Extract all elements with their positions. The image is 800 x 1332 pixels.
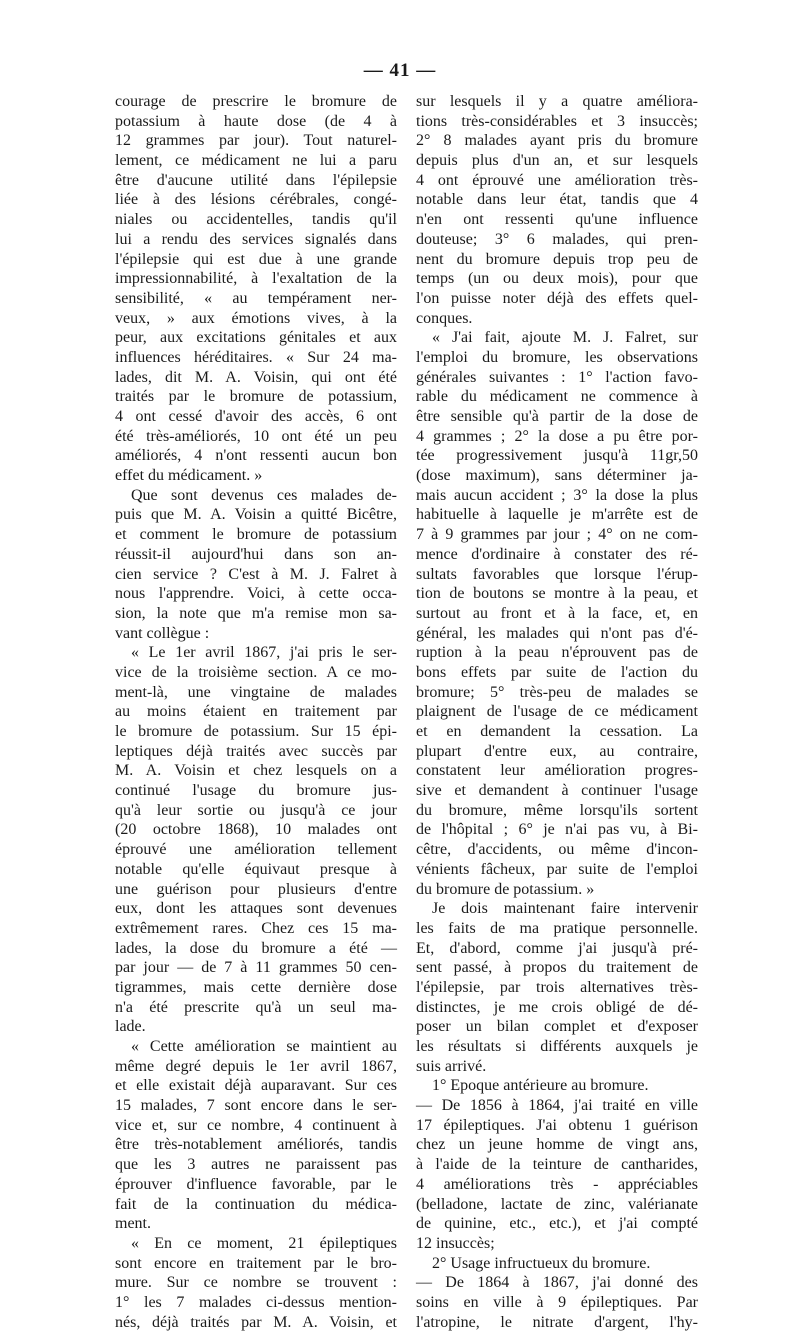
text-line: du bromure, même lorsqu'ils sortent [416,801,698,819]
text-line: 4 grammes ; 2° la dose a pu être por- [416,427,698,445]
text-line: général, les malades qui n'ont pas d'é- [416,624,698,642]
text-line: eux, dont les attaques sont devenues [115,900,397,918]
text-line: plupart d'entre eux, au contraire, [416,742,698,760]
text-line: l'épilepsie, par trois alternatives très- [416,978,698,996]
text-line: vénients fâcheux, par suite de l'emploi [416,860,698,878]
text-line: n'en ont ressenti qu'une influence [416,211,698,229]
text-line: tée progressivement jusqu'à 11gr,50 [416,447,698,465]
text-line: lades, dit M. A. Voisin, qui ont été [115,368,397,386]
text-line: cien service ? C'est à M. J. Falret à [115,565,397,583]
text-line: rable du médicament ne commence à [416,388,698,406]
text-line: tion de boutons se montre à la peau, et [416,585,698,603]
text-line: tigrammes, mais cette dernière dose [115,978,397,996]
text-line: tions très-considérables et 3 insuccès; [416,112,698,130]
text-line: constatent leur amélioration progres- [416,762,698,780]
text-line: influences héréditaires. « Sur 24 ma- [115,348,397,366]
text-line: 2° 8 malades ayant pris du bromure [416,132,698,150]
text-line: suis arrivé. [416,1057,487,1075]
text-line: traités par le bromure de potassium, [115,388,397,406]
text-line: par jour — de 7 à 11 grammes 50 cen- [115,959,397,977]
text-line: et comment le bromure de potassium [115,526,397,544]
text-line: lades, la dose du bromure a été — [115,939,397,957]
text-line: sive et demandent à continuer l'usage [416,782,698,800]
text-line: 7 à 9 grammes par jour ; 4° on ne com- [416,526,698,544]
text-line: « Le 1er avril 1867, j'ai pris le ser- [131,644,397,662]
text-line: de l'hôpital ; 6° je n'ai pas vu, à Bi- [416,821,698,839]
text-line: fait de la continuation du médica- [115,1195,397,1213]
text-line: mais aucun accident ; 3° la dose la plus [416,486,698,504]
text-line: l'on puisse noter déjà des effets quel- [416,289,698,307]
text-line: 2° Usage infructueux du bromure. [432,1254,651,1272]
text-line: améliorés, 4 n'ont ressenti aucun bon [115,447,397,465]
text-line: poser un bilan complet et d'exposer [416,1018,698,1036]
text-line: 15 malades, 7 sont encore dans le ser- [115,1097,397,1115]
text-line: que les 3 autres ne paraissent pas [115,1156,397,1174]
text-line: impressionnabilité, à l'exaltation de la [115,270,397,288]
text-line: du bromure de potassium. » [416,880,595,898]
text-line: 12 insuccès; [416,1234,495,1252]
text-line: même degré depuis le 1er avril 1867, [115,1057,397,1075]
text-line: leptiques déjà traités avec succès par [115,742,397,760]
text-line: sultats favorables que lorsque l'érup- [416,565,698,583]
text-line: M. A. Voisin et chez lesquels on a [115,762,397,780]
text-line: extrêmement rares. Chez ces 15 ma- [115,919,397,937]
text-line: n'a été prescrite qu'à un seul ma- [115,998,397,1016]
text-line: nent du bromure depuis trop peu de [416,250,698,268]
text-line: être sensible qu'à partir de la dose de [416,408,698,425]
text-line: éprouver d'influence favorable, par le [115,1175,397,1193]
text-line: vice et, sur ce nombre, 4 continuent à [115,1116,397,1134]
text-line: peur, aux excitations génitales et aux [115,329,397,347]
text-line: 4 ont cessé d'avoir des accès, 6 ont [115,408,397,425]
text-line: générales suivantes : 1° l'action favo- [416,368,698,386]
text-line: à l'aide de la teinture de cantharides, [416,1156,698,1174]
text-line: 4 améliorations très - appréciables [416,1175,698,1193]
left-text-column [115,92,397,1332]
text-line: être d'aucune utilité dans l'épilepsie [115,171,397,189]
text-line: l'emploi du bromure, les observations [416,348,698,366]
text-line: 12 grammes par jour). Tout naturel- [115,132,397,150]
text-line: mence d'ordinaire à constater des ré- [416,545,698,563]
text-line: 4 ont éprouvé une amélioration très- [416,171,698,189]
text-line: sensibilité, « au tempérament ner- [115,289,397,307]
text-line: — De 1864 à 1867, j'ai donné des [416,1274,698,1292]
text-line: « J'ai fait, ajoute M. J. Falret, sur [432,329,698,347]
text-line: bons effets par suite de l'action du [416,663,698,681]
text-line: notable dans leur état, tandis que 4 [416,191,698,209]
text-line: temps (un ou deux mois), pour que [416,270,698,288]
text-line: les faits de ma pratique personnelle. [416,919,698,937]
text-line: potassium à haute dose (de 4 à [115,112,397,130]
text-line: 1° Epoque antérieure au bromure. [432,1077,649,1095]
text-line: liée à des lésions cérébrales, congé- [115,191,397,209]
text-line: conques. [416,309,473,327]
text-line: et elle existait déjà auparavant. Sur ces [115,1077,397,1095]
text-line: le bromure de potassium. Sur 15 épi- [115,723,397,740]
text-line: l'atropine, le nitrate d'argent, l'hy- [416,1313,698,1331]
text-line: distinctes, je me crois obligé de dé- [416,998,698,1016]
text-line: été très-améliorés, 10 ont été un peu [115,427,397,445]
text-line: Je dois maintenant faire intervenir [432,900,698,918]
text-line: réussit-il aujourd'hui dans son an- [115,545,397,563]
text-line: être très-notablement améliorés, tandis [115,1136,397,1154]
text-line: bromure; 5° très-peu de malades se [416,683,698,701]
text-line: sont encore en traitement par le bro- [115,1254,397,1272]
text-line: surtout au front et à la face, et, en [416,604,698,622]
text-line: (dose maximum), sans déterminer ja- [416,467,698,485]
text-line: « Cette amélioration se maintient au [131,1038,397,1055]
text-line: lui a rendu des services signalés dans [115,230,397,248]
text-line: et en demandent la cessation. La [416,723,698,740]
text-line: l'épilepsie qui est due à une grande [115,250,397,268]
text-line: (20 octobre 1868), 10 malades ont [115,821,397,839]
text-line: habituelle à laquelle je m'arrête est de [416,506,698,524]
text-line: nous l'apprendre. Voici, à cette occa- [115,585,397,603]
text-line: 17 épileptiques. J'ai obtenu 1 guérison [416,1116,698,1134]
text-line: lade. [115,1018,146,1036]
text-line: 1° les 7 malades ci-dessus mention- [115,1293,397,1311]
text-line: effet du médicament. » [115,467,263,485]
text-line: ruption à la peau n'éprouvent pas de [416,644,698,662]
text-line: sion, la note que m'a remise mon sa- [115,604,397,622]
text-line: puis que M. A. Voisin a quitté Bicêtre, [115,506,397,524]
text-line: sur lesquels il y a quatre améliora- [416,93,698,110]
text-line: (belladone, lactate de zinc, valérianate [416,1195,698,1213]
text-line: lement, ce médicament ne lui a paru [115,152,397,170]
text-line: nés, déjà traités par M. A. Voisin, et [115,1313,397,1331]
text-line: Et, d'abord, comme j'ai jusqu'à pré- [416,939,698,957]
text-line: qu'à leur sortie ou jusqu'à ce jour [115,801,397,819]
text-line: douteuse; 3° 6 malades, qui pren- [416,230,698,248]
text-line: ment-là, une vingtaine de malades [115,683,397,701]
text-line: mure. Sur ce nombre se trouvent : [115,1274,397,1292]
text-line: chez un jeune homme de vingt ans, [416,1136,698,1154]
text-line: une guérison pour plusieurs d'entre [115,880,397,898]
text-line: notable qu'elle équivaut presque à [115,860,397,878]
text-line: vant collègue : [115,624,210,642]
text-line: les résultats si différents auxquels je [416,1038,698,1055]
text-line: sent passé, à propos du traitement de [416,959,698,977]
text-line: cêtre, d'accidents, ou même d'incon- [416,841,698,859]
text-line: ment. [115,1215,151,1233]
text-line: de quinine, etc., etc.), et j'ai compté [416,1215,698,1233]
text-line: Que sont devenus ces malades de- [131,486,397,504]
text-line: au moins étaient en traitement par [115,703,397,721]
page-number: — 41 — [363,60,437,81]
right-text-column [416,92,698,1332]
text-line: depuis plus d'un an, et sur lesquels [416,152,698,170]
text-line: plaignent de l'usage de ce médicament [416,703,698,721]
text-line: éprouvé une amélioration tellement [115,841,397,859]
text-line: courage de prescrire le bromure de [115,93,397,110]
text-line: veux, » aux émotions vives, à la [115,309,397,327]
text-line: soins en ville à 9 épileptiques. Par [416,1293,698,1311]
text-line: continué l'usage du bromure jus- [115,782,397,800]
text-line: niales ou accidentelles, tandis qu'il [115,211,397,229]
text-line: vice de la troisième section. A ce mo- [115,663,397,681]
text-line: « En ce moment, 21 épileptiques [131,1234,397,1252]
text-line: — De 1856 à 1864, j'ai traité en ville [416,1097,698,1115]
